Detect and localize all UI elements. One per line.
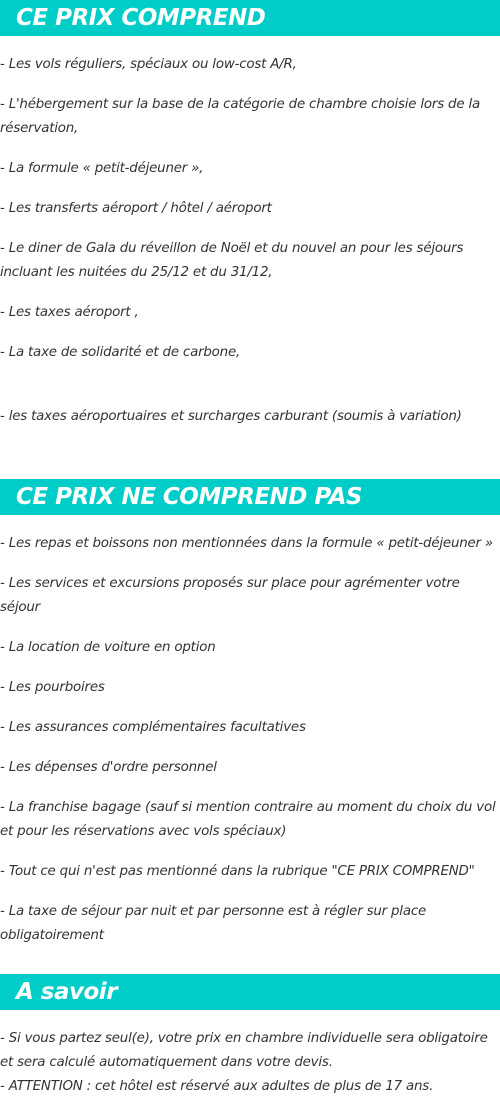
list-item: - La formule « petit-déjeuner », (0, 161, 204, 176)
to-know-list (0, 1027, 500, 1099)
list-item: - Le diner de Gala du réveillon de Noël et du nouvel an pour les séjours incluant les nuitées du 25/12 et du 31/12, (0, 241, 464, 280)
list-item: - Les taxes aéroport , (0, 305, 139, 320)
list-item: - La taxe de séjour par nuit et par personne est à régler sur place obligatoirement (0, 904, 427, 943)
list-item: - Les transferts aéroport / hôtel / aéroport (0, 201, 272, 216)
list-item: - Tout ce qui n'est pas mentionné dans la rubrique "CE PRIX COMPREND" (0, 864, 475, 879)
list-item: - La franchise bagage (sauf si mention contraire au moment du choix du vol et pour les réservations avec vols spéciaux) (0, 800, 496, 839)
list-item: - La location de voiture en option (0, 640, 216, 655)
section-to-know (0, 974, 500, 1099)
list-item: - L'hébergement sur la base de la catégorie de chambre choisie lors de la réservation, (0, 97, 480, 136)
list-item: - les taxes aéroportuaires et surcharges carburant (soumis à variation) (0, 409, 462, 424)
section-not-included (0, 479, 500, 948)
list-item: - Les assurances complémentaires facultatives (0, 720, 306, 735)
list-item: - Les dépenses d'ordre personnel (0, 760, 217, 775)
not-included-list (0, 532, 500, 948)
list-item: - Les vols réguliers, spéciaux ou low-cost A/R, (0, 57, 297, 72)
list-item: - Les pourboires (0, 680, 105, 695)
included-list (0, 53, 500, 429)
list-item: - La taxe de solidarité et de carbone, (0, 345, 241, 360)
section-title-included: CE PRIX COMPREND (0, 0, 500, 36)
section-title-to-know: A savoir (0, 974, 500, 1010)
list-item: - Les services et excursions proposés sur place pour agrémenter votre séjour (0, 576, 460, 615)
list-item: - ATTENTION : cet hôtel est réservé aux adultes de plus de 17 ans. (0, 1079, 434, 1094)
list-item: - Les repas et boissons non mentionnées dans la formule « petit-déjeuner » (0, 536, 493, 551)
section-included (0, 0, 500, 429)
section-title-not-included: CE PRIX NE COMPREND PAS (0, 479, 500, 515)
list-item: - Si vous partez seul(e), votre prix en chambre individuelle sera obligatoire et sera calculé automatiquement dans votre devis. (0, 1031, 488, 1070)
